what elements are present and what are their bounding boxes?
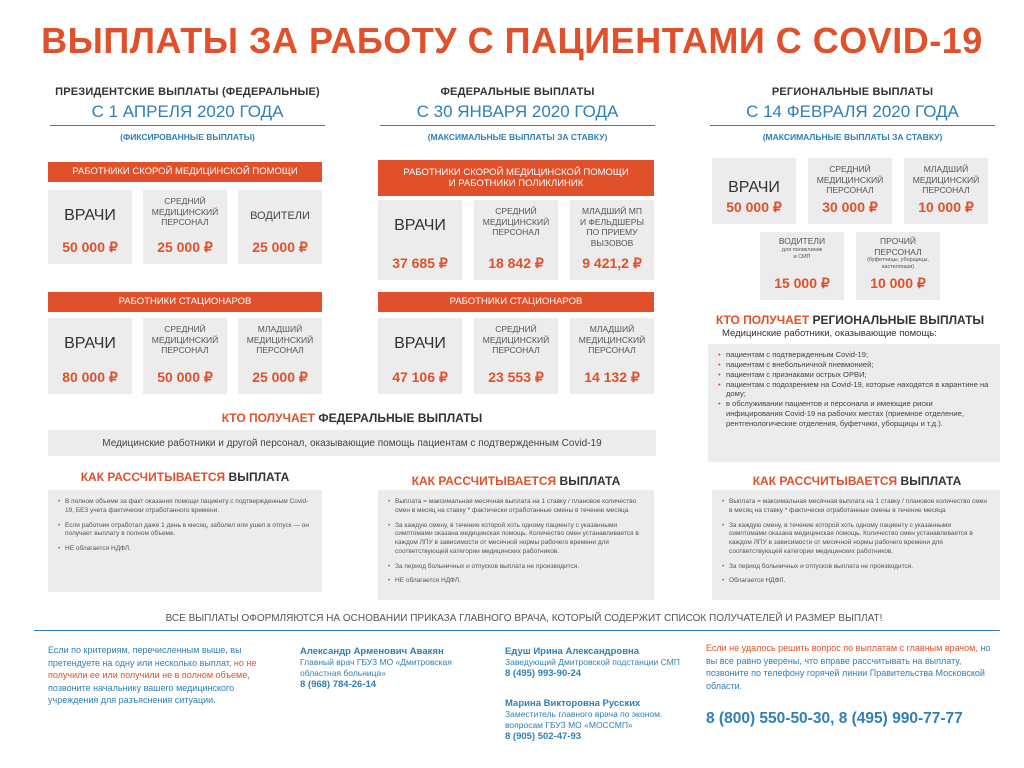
calc-box-federal	[378, 490, 654, 600]
contact-card	[505, 646, 685, 679]
calc-heading-regional	[712, 474, 1002, 488]
footer-left-part1: Если по критериям, перечисленным выше, вы претендуете на одну или несколько выплат,	[48, 645, 242, 668]
list-item: • НЕ облагается НДФЛ.	[58, 545, 312, 554]
contact-position: Главный врач ГБУЗ МО «Дмитровская областная больница»	[300, 657, 452, 679]
column-note: (МАКСИМАЛЬНЫЕ ВЫПЛАТЫ ЗА СТАВКУ)	[427, 132, 608, 142]
list-item: • Если работник отработал даже 1 день в месяц, заболел или ушел в отпуск — он получает выплату в полном объеме.	[58, 522, 312, 540]
card-amount: 23 553 ₽	[488, 369, 544, 385]
card-amount: 50 000 ₽	[157, 369, 213, 385]
card-amount: 25 000 ₽	[252, 369, 308, 385]
list-item: • пациентам с признаками острых ОРВИ;	[718, 370, 990, 380]
divider	[380, 125, 655, 126]
regional-recipients-list	[718, 350, 990, 429]
column-note: (МАКСИМАЛЬНЫЕ ВЫПЛАТЫ ЗА СТАВКУ)	[762, 132, 943, 142]
contact-card	[505, 698, 685, 742]
calc-list	[722, 498, 990, 586]
contact-position: Заместитель главного врача по эконом. вопросам ГБУЗ МО «МОССМП»	[505, 709, 663, 731]
calc-heading-president	[48, 470, 322, 484]
contact-name: Едуш Ирина Александровна	[505, 646, 640, 657]
heading-red-part: КАК РАССЧИТЫВАЕТСЯ	[752, 474, 898, 488]
payment-card	[238, 190, 322, 264]
card-amount: 50 000 ₽	[62, 239, 118, 255]
calc-list	[58, 498, 312, 554]
column-subtitle: ПРЕЗИДЕНТСКИЕ ВЫПЛАТЫ (ФЕДЕРАЛЬНЫЕ)	[55, 86, 320, 98]
column-note: (ФИКСИРОВАННЫЕ ВЫПЛАТЫ)	[120, 132, 255, 142]
hospital-workers-bar: РАБОТНИКИ СТАЦИОНАРОВ	[378, 292, 654, 312]
card-label: ВРАЧИ	[64, 335, 116, 352]
page-title: ВЫПЛАТЫ ЗА РАБОТУ С ПАЦИЕНТАМИ С COVID-19	[41, 20, 983, 61]
column-date: С 30 ЯНВАРЯ 2020 ГОДА	[416, 102, 619, 121]
calc-box-regional	[712, 490, 1000, 600]
list-item: • Выплата = максимальная месячная выплата на 1 ставку / плановое количество смен в месяц на ставку * фактически отработанные смены в течение месяца	[722, 498, 990, 516]
all-payments-note: ВСЕ ВЫПЛАТЫ ОФОРМЛЯЮТСЯ НА ОСНОВАНИИ ПРИКАЗА ГЛАВНОГО ВРАЧА, КОТОРЫЙ СОДЕРЖИТ СПИСОК ПОЛУЧАТЕЛЕЙ И РАЗМЕР ВЫПЛАТ!	[165, 613, 883, 624]
card-amount: 14 132 ₽	[584, 369, 640, 385]
list-item: • Облагается НДФЛ.	[722, 577, 990, 586]
list-item: • За период больничных и отпусков выплата не производится.	[388, 563, 644, 572]
payment-card	[378, 200, 462, 280]
payment-card	[570, 200, 654, 280]
card-label: ВРАЧИ	[394, 335, 446, 352]
card-amount: 10 000 ₽	[918, 199, 974, 215]
calc-heading-federal	[378, 474, 654, 488]
column-header-federal	[380, 86, 655, 142]
heading-red-part: КТО ПОЛУЧАЕТ	[221, 411, 315, 425]
payment-card	[143, 318, 227, 394]
list-item: • В полном объеме за факт оказания помощи пациенту с подтвержденным Covid-19, БЕЗ учета фактически отработанного времени.	[58, 498, 312, 516]
contact-position: Заведующий Дмитровской подстанции СМП	[505, 657, 680, 667]
contact-phone[interactable]: 8 (968) 784-26-14	[300, 679, 377, 691]
card-label: ВОДИТЕЛИ	[250, 210, 310, 222]
footer-left-text	[48, 644, 283, 707]
divider	[50, 125, 325, 126]
card-amount: 9 421,2 ₽	[582, 255, 642, 271]
regional-recipients-box	[708, 344, 1000, 462]
contact-phone[interactable]: 8 (905) 502-47-93	[505, 731, 582, 743]
heading-red-part: КАК РАССЧИТЫВАЕТСЯ	[80, 470, 226, 484]
payment-card	[48, 318, 132, 394]
card-label: ВРАЧИ	[394, 217, 446, 234]
contact-name: Марина Викторовна Русских	[505, 698, 641, 709]
contact-phone[interactable]: 8 (495) 993-90-24	[505, 668, 582, 680]
footer-right-part2: но вы все равно уверены, что вправе рассчитывать на выплату, позвоните по телефону горячей линии Правительства Московской области.	[706, 643, 991, 691]
card-amount: 37 685 ₽	[392, 255, 448, 271]
hotline-phones[interactable]: 8 (800) 550-50-30, 8 (495) 990-77-77	[706, 710, 963, 727]
heading-dark-part: РЕГИОНАЛЬНЫЕ ВЫПЛАТЫ	[812, 313, 985, 327]
calc-box-president	[48, 490, 322, 592]
card-amount: 50 000 ₽	[726, 199, 782, 215]
contact-card	[300, 646, 490, 690]
regional-who-intro: Медицинские работники, оказывающие помощь:	[722, 328, 937, 339]
list-item: • в обслуживании пациентов и персонала и имеющие риски инфицирования Covid-19 на рабочих местах (приемное отделение, рентгенологические отделения, буфетчики, уборщицы и т.д.).	[718, 399, 990, 429]
calc-list	[388, 498, 644, 586]
ambulance-workers-bar: РАБОТНИКИ СКОРОЙ МЕДИЦИНСКОЙ ПОМОЩИ	[48, 162, 322, 182]
contact-name: Александр Арменович Авакян	[300, 646, 444, 657]
payment-card	[474, 200, 558, 280]
payment-card	[856, 232, 940, 300]
heading-dark-part: ФЕДЕРАЛЬНЫЕ ВЫПЛАТЫ	[318, 411, 483, 425]
list-item: • пациентам с внебольничной пневмонией;	[718, 360, 990, 370]
card-note: для поликлиник и СМП	[781, 246, 823, 260]
card-label: СРЕДНИЙ МЕДИЦИНСКИЙ ПЕРСОНАЛ	[151, 324, 219, 356]
card-label: СРЕДНИЙ МЕДИЦИНСКИЙ ПЕРСОНАЛ	[482, 206, 550, 238]
heading-red-part: КТО ПОЛУЧАЕТ	[715, 313, 810, 327]
list-item: • НЕ облагается НДФЛ.	[388, 577, 644, 586]
card-label: СРЕДНИЙ МЕДИЦИНСКИЙ ПЕРСОНАЛ	[151, 196, 219, 228]
card-amount: 80 000 ₽	[62, 369, 118, 385]
card-amount: 10 000 ₽	[870, 275, 926, 291]
card-amount: 25 000 ₽	[252, 239, 308, 255]
card-label: МЛАДШИЙ МЕДИЦИНСКИЙ ПЕРСОНАЛ	[578, 324, 646, 356]
card-amount: 47 106 ₽	[392, 369, 448, 385]
card-label: СРЕДНИЙ МЕДИЦИНСКИЙ ПЕРСОНАЛ	[482, 324, 550, 356]
payment-card	[570, 318, 654, 394]
heading-red-part: КАК РАССЧИТЫВАЕТСЯ	[411, 474, 557, 488]
list-item: • пациентам с подозрением на Covid-19, которые находятся в карантине на дому;	[718, 380, 990, 400]
divider	[34, 630, 1000, 631]
column-header-regional	[710, 86, 995, 142]
column-date: С 1 АПРЕЛЯ 2020 ГОДА	[91, 102, 284, 121]
payment-card	[904, 158, 988, 224]
card-label: МЛАДШИЙ МП И ФЕЛЬДШЕРЫ ПО ПРИЕМУ ВЫЗОВОВ	[580, 206, 644, 248]
card-label: МЛАДШИЙ МЕДИЦИНСКИЙ ПЕРСОНАЛ	[246, 324, 314, 356]
card-amount: 15 000 ₽	[774, 275, 830, 291]
column-subtitle: ФЕДЕРАЛЬНЫЕ ВЫПЛАТЫ	[440, 86, 595, 98]
payment-card	[48, 190, 132, 264]
payment-card	[378, 318, 462, 394]
payment-card	[712, 158, 796, 224]
card-amount: 18 842 ₽	[488, 255, 544, 271]
card-label: МЛАДШИЙ МЕДИЦИНСКИЙ ПЕРСОНАЛ	[912, 164, 980, 196]
divider	[710, 125, 995, 126]
list-item: • пациентам с подтвержденным Covid-19;	[718, 350, 990, 360]
card-label: ПРОЧИЙ ПЕРСОНАЛ	[874, 236, 922, 257]
footer-left-highlight: но не получили ее или получили не в полном объеме	[48, 657, 257, 681]
card-amount: 25 000 ₽	[157, 239, 213, 255]
card-label: ВРАЧИ	[64, 207, 116, 224]
payment-card	[238, 318, 322, 394]
federal-who-text: Медицинские работники и другой персонал, оказывающие помощь пациентам с подтвержденным Covid-19	[48, 430, 656, 456]
ambulance-clinic-workers-bar: РАБОТНИКИ СКОРОЙ МЕДИЦИНСКОЙ ПОМОЩИ И РАБОТНИКИ ПОЛИКЛИНИК	[378, 160, 654, 196]
card-label: ВОДИТЕЛИ	[778, 236, 826, 246]
card-amount: 30 000 ₽	[822, 199, 878, 215]
list-item: • За каждую смену, в течение которой хоть одному пациенту с указанными симптомами оказана медицинская помощь. Количество смен устанавливается в каждом ЛПУ в зависимости от месячной нормы рабочего времени для соответствующей категории медицинских работников.	[722, 522, 990, 557]
column-header-president	[50, 86, 325, 142]
card-note: (буфетчицы, уборщицы, кастелянши)	[867, 257, 929, 271]
regional-who-heading	[700, 313, 1000, 327]
card-label: СРЕДНИЙ МЕДИЦИНСКИЙ ПЕРСОНАЛ	[816, 164, 884, 196]
heading-dark-part: ВЫПЛАТА	[900, 474, 962, 488]
footer-right-highlight: Если не удалось решить вопрос по выплатам с главным врачом,	[706, 643, 978, 653]
payment-card	[474, 318, 558, 394]
column-subtitle: РЕГИОНАЛЬНЫЕ ВЫПЛАТЫ	[771, 86, 934, 98]
payment-card	[808, 158, 892, 224]
federal-who-heading	[48, 411, 656, 425]
footer-right-text	[706, 642, 998, 692]
payment-card	[143, 190, 227, 264]
card-label: ВРАЧИ	[728, 179, 780, 196]
heading-dark-part: ВЫПЛАТА	[228, 470, 290, 484]
payment-card	[760, 232, 844, 300]
footer-left-part3: , позвоните начальнику вашего медицинского учреждения для разъяснения ситуации.	[48, 670, 250, 706]
hospital-workers-bar: РАБОТНИКИ СТАЦИОНАРОВ	[48, 292, 322, 312]
heading-dark-part: ВЫПЛАТА	[559, 474, 621, 488]
list-item: • За период больничных и отпусков выплата не производится.	[722, 563, 990, 572]
list-item: • За каждую смену, в течение которой хоть одному пациенту с указанными симптомами оказана медицинская помощь. Количество смен устанавливается в каждом ЛПУ в зависимости от месячной нормы рабочего времени для соответствующей категории медицинских работников.	[388, 522, 644, 557]
column-date: С 14 ФЕВРАЛЯ 2020 ГОДА	[746, 102, 959, 121]
list-item: • Выплата = максимальная месячная выплата на 1 ставку / плановое количество смен в месяц на ставку * фактически отработанные смены в течение месяца	[388, 498, 644, 516]
